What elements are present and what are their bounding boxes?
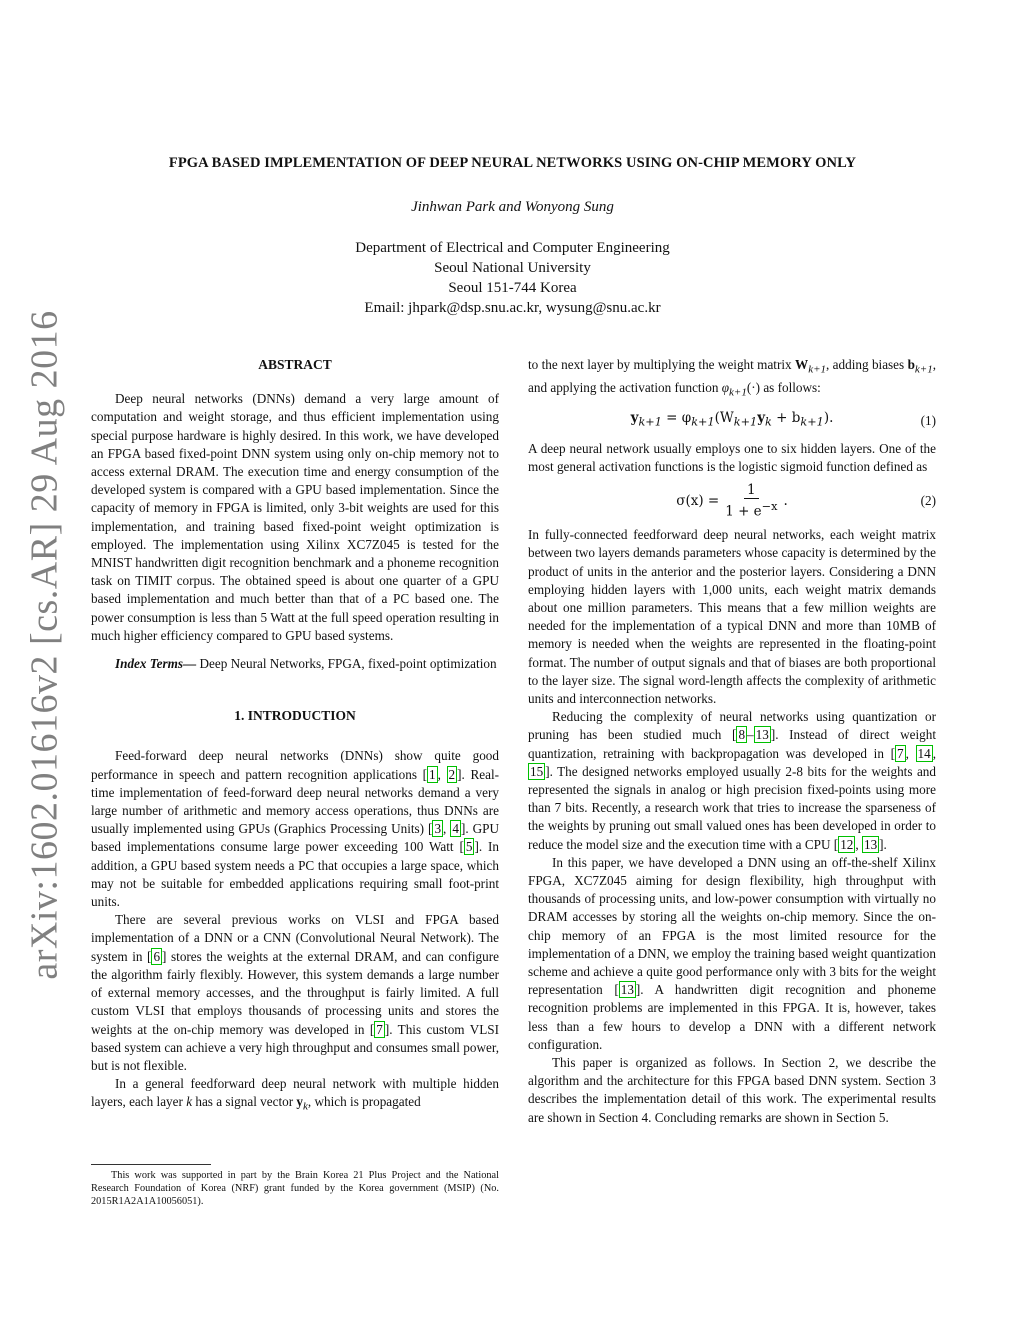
- intro-paragraph-9: This paper is organized as follows. In Section 2, we describe the algorithm and the architecture for this FPGA based DNN system. Section 3 describes the implementation detail of this work. The experimental results are shown in Section 4. Concluding remarks are shown in Section 5.: [528, 1054, 936, 1125]
- paper-title: FPGA BASED IMPLEMENTATION OF DEEP NEURAL NETWORKS USING ON-CHIP MEMORY ONLY: [168, 155, 857, 171]
- affiliation-university: Seoul National University: [434, 260, 591, 276]
- intro-paragraph-7: Reducing the complexity of neural networks using quantization or pruning has been studied much [ 8 – 13 ]. Instead of direct weight quantization, retraining with backpropagation was developed in [ 7 , 14 , 15 ]. The designed networks employed usually 2-8 bits for the weights and represented the signals in analog or high precision fixed-points using more than 7 bits. Recently, a research work that tries to increase the sparseness of the weights by pruning out small valued ones has been developed in order to reduce the model size and the execution time with a CPU [ 12 , 13 ].: [528, 709, 937, 852]
- citation-link[interactable]: 13: [620, 982, 634, 998]
- intro-paragraph-3: In a general feedforward deep neural network with multiple hidden layers, each layer k has a signal vector $y_k$, which is propagated: [91, 1076, 499, 1113]
- intro-paragraph-4: to the next layer by multiplying the weight matrix $W_{k+1}$, adding biases $b_{k+1}$, and applying the activation function $\varphi_{k+1}(\cdot)$ as follows:: [528, 357, 937, 399]
- index-terms-label: Index Terms—: [115, 656, 197, 672]
- citation-link[interactable]: 3: [434, 821, 442, 837]
- equation-1: $y_{k+1} = \varphi_{k+1}(W_{k+1}y_k + b_{k+1})$. (1): [630, 410, 936, 429]
- index-terms: [91, 655, 499, 673]
- left-column: [91, 356, 499, 1116]
- citation-link[interactable]: 6: [153, 948, 161, 964]
- citation-link[interactable]: 14: [917, 745, 931, 761]
- intro-paragraph-6: In fully-connected feedforward deep neural networks, each weight matrix between two layers demands parameters whose capacity is determined by the product of units in the anterior and the posterior layers. Considering a DNN employing hidden layers with 1,000 units, each weight matrix demands about one million parameters. This means that a few million weights are needed for the implementation of a typical DNN and more than 10MB of memory is needed when the weights are represented in the floating-point format. The number of output signals and that of biases are both proportional to the layer size. The signal word-length affects the complexity of arithmetic units and interconnection networks.: [528, 527, 936, 706]
- intro-paragraph-5: A deep neural network usually employs one to six hidden layers. One of the most general activation functions is the logistic sigmoid function defined as: [528, 440, 936, 474]
- citation-link[interactable]: 12: [840, 836, 854, 852]
- affiliation-address: Seoul 151-744 Korea: [448, 280, 577, 296]
- equation-2-number: (2): [920, 492, 936, 508]
- intro-paragraph-8: In this paper, we have developed a DNN using an off-the-shelf Xilinx FPGA, XC7Z045 aiming for design flexibility, high throughput with thousands of processing units, and low-power consumption with virtually no DRAM accesses by storing all the weights on-chip memory. Since the on-chip memory of an FPGA is the most limited resource for the implementation of a DNN, we employ the training based weight quantization scheme and achieve a quite good performance only with 3 bits for the weight representation [ 13 ]. A handwritten digit recognition and phoneme recognition problems are implemented in this FPGA. It is, however, takes less than a few hours to develop a DNN with a different network configuration.: [528, 854, 936, 1052]
- citation-link[interactable]: 15: [530, 763, 544, 779]
- affiliation-block: [90, 238, 935, 318]
- citation-link[interactable]: 8: [738, 727, 746, 743]
- citation-link[interactable]: 7: [896, 745, 904, 761]
- index-terms-text: Deep Neural Networks, FPGA, fixed-point optimization: [199, 656, 497, 672]
- citation-link[interactable]: 7: [376, 1021, 383, 1037]
- arxiv-identifier-stamp: [10, 310, 80, 980]
- footnote-funding: This work was supported in part by the Brain Korea 21 Plus Project and the National Research Foundation of Korea (NRF) grant funded by the Korea government (MSIP) (No. 2015R1A2A1A10056051).: [91, 1170, 499, 1207]
- intro-paragraph-2: There are several previous works on VLSI and FPGA based implementation of a DNN or a CNN (Convolutional Neural Network). The system in [ 6 ] stores the weights at the external DRAM, and can configure the algorithm fairly flexibly. However, this system demands a large number of external memory accesses, and the throughput is fairly limited. A full custom VLSI that employs thousands of processing units and stores the weights at the on-chip memory was developed in [ 7 ]. This custom VLSI based system can achieve a very high throughput and consumes small power, but is not flexible.: [91, 912, 500, 1073]
- intro-paragraph-1: Feed-forward deep neural networks (DNNs) show quite good performance in speech and pattern recognition applications [ 1 , 2 ]. Real-time implementation of feed-forward deep neural networks demand a very large number of arithmetic and memory access operations, thus DNNs are usually implemented using GPUs (Graphics Processing Units) [ 3 , 4 ]. GPU based implementations consume large power exceeding 100 Watt [ 5 ]. In addition, a GPU based system needs a PC that occupies a large space, which may not be suitable for embedded applications requiring small foot-print units.: [91, 748, 500, 910]
- citation-link[interactable]: 5: [465, 839, 473, 855]
- footnote-rule: [91, 1164, 211, 1165]
- citation-link[interactable]: 1: [429, 766, 436, 782]
- equation-1-number: (1): [920, 412, 936, 428]
- affiliation-department: Department of Electrical and Computer Engineering: [355, 240, 670, 256]
- citation-link[interactable]: 4: [452, 821, 459, 837]
- affiliation-email: Email: jhpark@dsp.snu.ac.kr, wysung@snu.ac.kr: [364, 300, 661, 316]
- introduction-heading: 1. INTRODUCTION: [234, 708, 356, 724]
- abstract-text: Deep neural networks (DNNs) demand a very large amount of computation and weight storage, and thus efficient implementation using special purpose hardware is highly desired. In this work, we have developed an FPGA based fixed-point DNN system using only on-chip memory not to access external DRAM. The execution time and energy consumption of the developed system is compared with a GPU based implementation. Since the capacity of memory in FPGA is limited, only 3-bit weights are used for this implementation, and training based fixed-point weight optimization is employed. The implementation using Xilinx XC7Z045 is tested for the MNIST handwritten digit recognition benchmark and a phoneme recognition task on TIMIT corpus. The obtained speed is about one quarter of a GPU based implementation and much better than that of a PC based one. The power consumption is less than 5 Watt at the full speed operation resulting in much higher efficiency compared to GPU based systems.: [91, 391, 499, 643]
- right-column: [528, 356, 936, 1127]
- arxiv-identifier-text: arXiv:1602.01616v2 [cs.AR] 29 Aug 2016: [24, 310, 66, 980]
- equation-2: σ(x) = $\frac{1}{1 + e^{-x}}$ . (2): [676, 482, 936, 520]
- citation-link[interactable]: 2: [448, 766, 456, 782]
- paper-authors: Jinhwan Park and Wonyong Sung: [411, 199, 614, 215]
- citation-link[interactable]: 13: [863, 836, 878, 852]
- citation-link[interactable]: 13: [755, 727, 769, 743]
- abstract-heading: ABSTRACT: [258, 357, 332, 372]
